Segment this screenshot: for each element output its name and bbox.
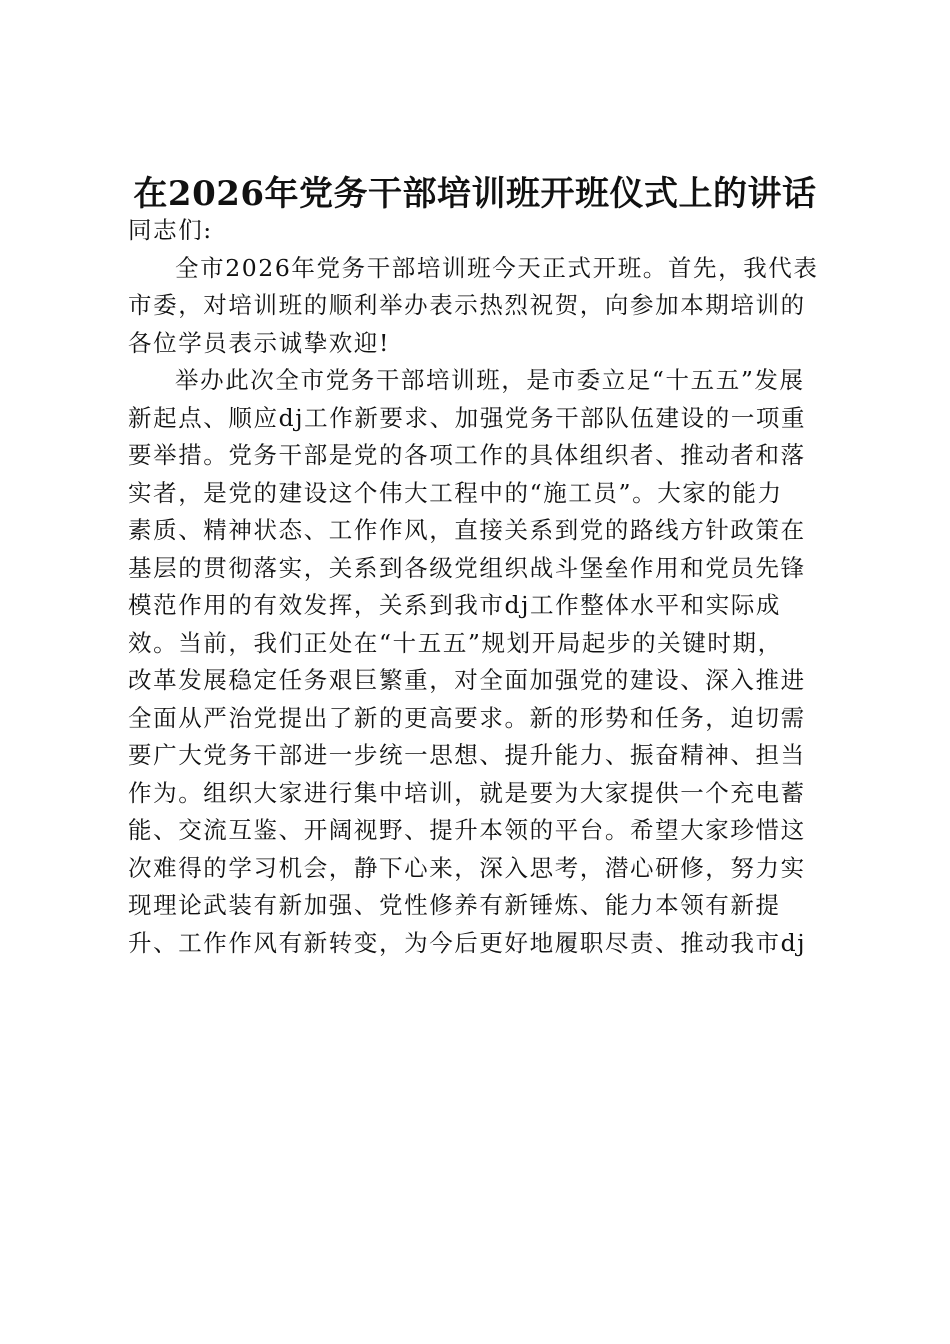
paragraph-line: 现理论武装有新加强、党性修养有新锤炼、能力本领有新提 bbox=[128, 891, 781, 919]
paragraph-line: 效。当前，我们正处在“十五五”规划开局起步的关键时期， bbox=[128, 628, 783, 657]
paragraph-line: 升、工作作风有新转变，为今后更好地履职尽责、推动我市dj bbox=[128, 928, 807, 957]
document-title: 在2026年党务干部培训班开班仪式上的讲话 bbox=[133, 174, 817, 214]
paragraph-line: 能、交流互鉴、开阔视野、提升本领的平台。希望大家珍惜这 bbox=[128, 816, 806, 844]
paragraph-line: 各位学员表示诚挚欢迎! bbox=[128, 328, 391, 357]
paragraph-line: 新起点、顺应dj工作新要求、加强党务干部队伍建设的一项重 bbox=[128, 403, 807, 432]
paragraph-opening bbox=[128, 250, 830, 363]
paragraph-line: 全面从严治党提出了新的更高要求。新的形势和任务，迫切需 bbox=[128, 703, 806, 732]
paragraph-line: 模范作用的有效发挥，关系到我市dj工作整体水平和实际成 bbox=[128, 591, 782, 619]
paragraph-line: 要举措。党务干部是党的各项工作的具体组织者、推动者和落 bbox=[128, 441, 806, 469]
paragraph-line: 次难得的学习机会，静下心来，深入思考，潜心研修，努力实 bbox=[128, 853, 806, 882]
paragraph-significance bbox=[128, 362, 830, 962]
paragraph-line: 全市2026年党务干部培训班今天正式开班。首先，我代表 bbox=[175, 253, 819, 282]
paragraph-line: 市委，对培训班的顺利举办表示热烈祝贺，向参加本期培训的 bbox=[128, 291, 806, 319]
salutation: 同志们: bbox=[128, 216, 213, 244]
paragraph-line: 作为。组织大家进行集中培训，就是要为大家提供一个充电蓄 bbox=[128, 778, 806, 807]
paragraph-line: 素质、精神状态、工作作风，直接关系到党的路线方针政策在 bbox=[128, 516, 806, 544]
paragraph-line: 实者，是党的建设这个伟大工程中的“施工员”。大家的能力 bbox=[128, 478, 783, 507]
paragraph-line: 举办此次全市党务干部培训班，是市委立足“十五五”发展 bbox=[175, 366, 805, 394]
paragraph-line: 改革发展稳定任务艰巨繁重，对全面加强党的建设、深入推进 bbox=[128, 666, 806, 694]
paragraph-line: 基层的贯彻落实，关系到各级党组织战斗堡垒作用和党员先锋 bbox=[128, 553, 806, 582]
document-body bbox=[128, 212, 830, 962]
paragraph-line: 要广大党务干部进一步统一思想、提升能力、振奋精神、担当 bbox=[128, 741, 806, 769]
